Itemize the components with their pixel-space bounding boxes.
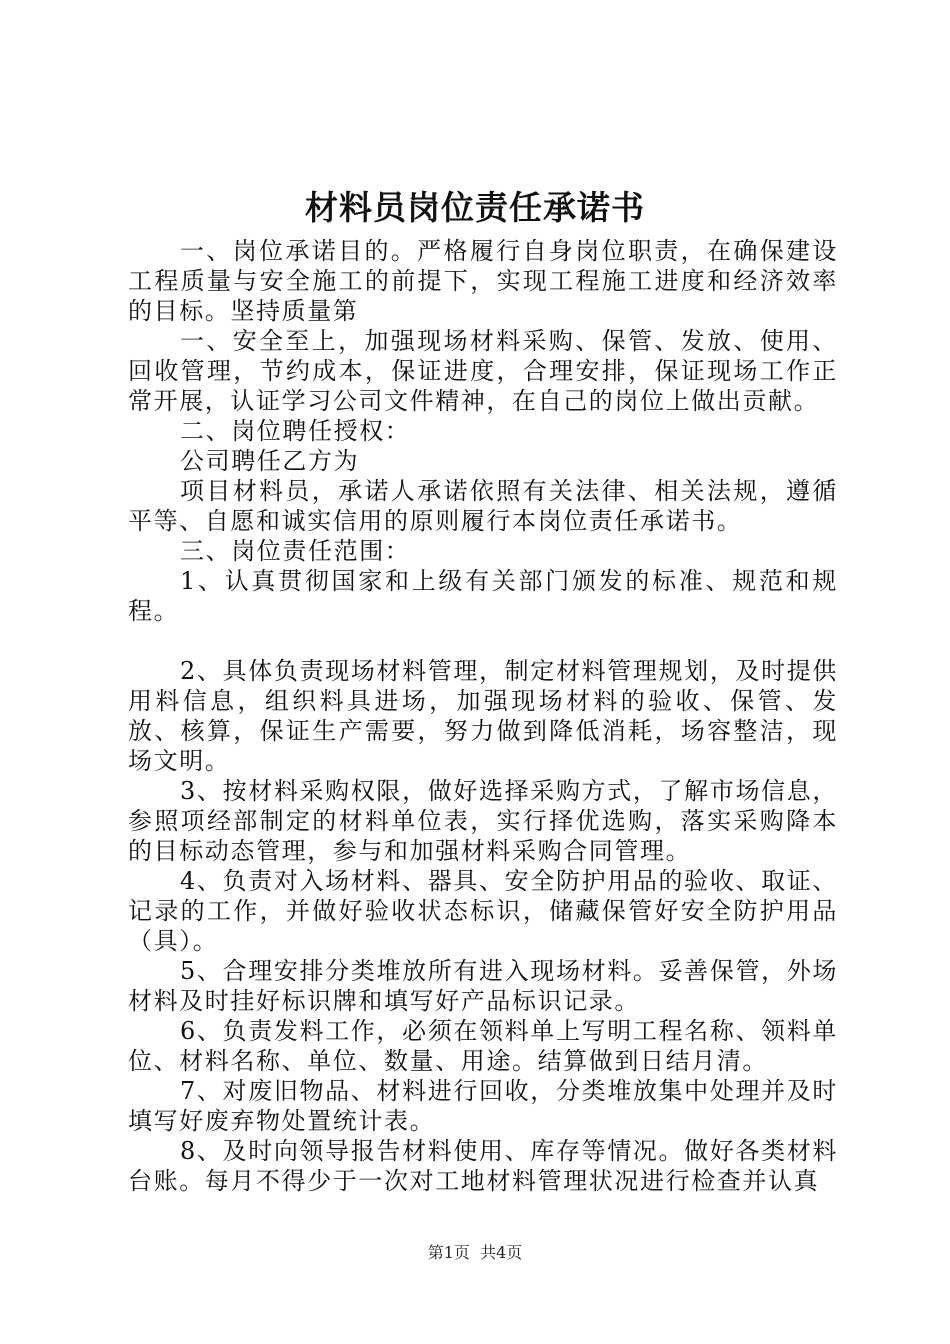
paragraph-item-4: 4、负责对入场材料、器具、安全防护用品的验收、取证、记录的工作，并做好验收状态标识，储藏保管好安全防护用品（具）。 bbox=[128, 867, 838, 955]
page-number-label: 第1页 共4页 bbox=[427, 1243, 523, 1262]
paragraph-item-3: 3、按材料采购权限，做好选择采购方式，了解市场信息，参照项经部制定的材料单位表，实行择优选购，落实采购降本的目标动态管理，参与和加强材料采购合同管理。 bbox=[128, 777, 838, 865]
paragraph-item-1: 1、认真贯彻国家和上级有关部门颁发的标准、规范和规程。 bbox=[128, 567, 838, 625]
paragraph-appointment-heading: 二、岗位聘任授权： bbox=[180, 417, 411, 445]
paragraph-item-5: 5、合理安排分类堆放所有进入现场材料。妥善保管，外场材料及时挂好标识牌和填写好产品标识记录。 bbox=[128, 957, 838, 1015]
page-footer bbox=[0, 1242, 950, 1264]
paragraph-purpose: 一、岗位承诺目的。严格履行自身岗位职责，在确保建设工程质量与安全施工的前提下，实现工程施工进度和经济效率的目标。坚持质量第 bbox=[128, 237, 838, 325]
paragraph-safety-first: 一、安全至上，加强现场材料采购、保管、发放、使用、回收管理，节约成本，保证进度，合理安排，保证现场工作正常开展，认证学习公司文件精神，在自己的岗位上做出贡献。 bbox=[128, 327, 838, 415]
paragraph-item-8: 8、及时向领导报告材料使用、库存等情况。做好各类材料台账。每月不得少于一次对工地材料管理状况进行检查并认真 bbox=[128, 1137, 838, 1195]
paragraph-item-6: 6、负责发料工作，必须在领料单上写明工程名称、领料单位、材料名称、单位、数量、用途。结算做到日结月清。 bbox=[128, 1017, 838, 1075]
document-title: 材料员岗位责任承诺书 bbox=[305, 188, 645, 227]
document-body bbox=[128, 236, 838, 1196]
paragraph-item-2: 2、具体负责现场材料管理，制定材料管理规划，及时提供用料信息，组织料具进场，加强现场材料的验收、保管、发放、核算，保证生产需要，努力做到降低消耗，场容整洁，现场文明。 bbox=[128, 657, 838, 775]
paragraph-commitment: 项目材料员，承诺人承诺依照有关法律、相关法规，遵循平等、自愿和诚实信用的原则履行本岗位责任承诺书。 bbox=[128, 477, 838, 535]
paragraph-appointment: 公司聘任乙方为 bbox=[180, 447, 360, 475]
paragraph-item-7: 7、对废旧物品、材料进行回收，分类堆放集中处理并及时填写好废弃物处置统计表。 bbox=[128, 1077, 838, 1135]
paragraph-scope-heading: 三、岗位责任范围： bbox=[180, 537, 411, 565]
